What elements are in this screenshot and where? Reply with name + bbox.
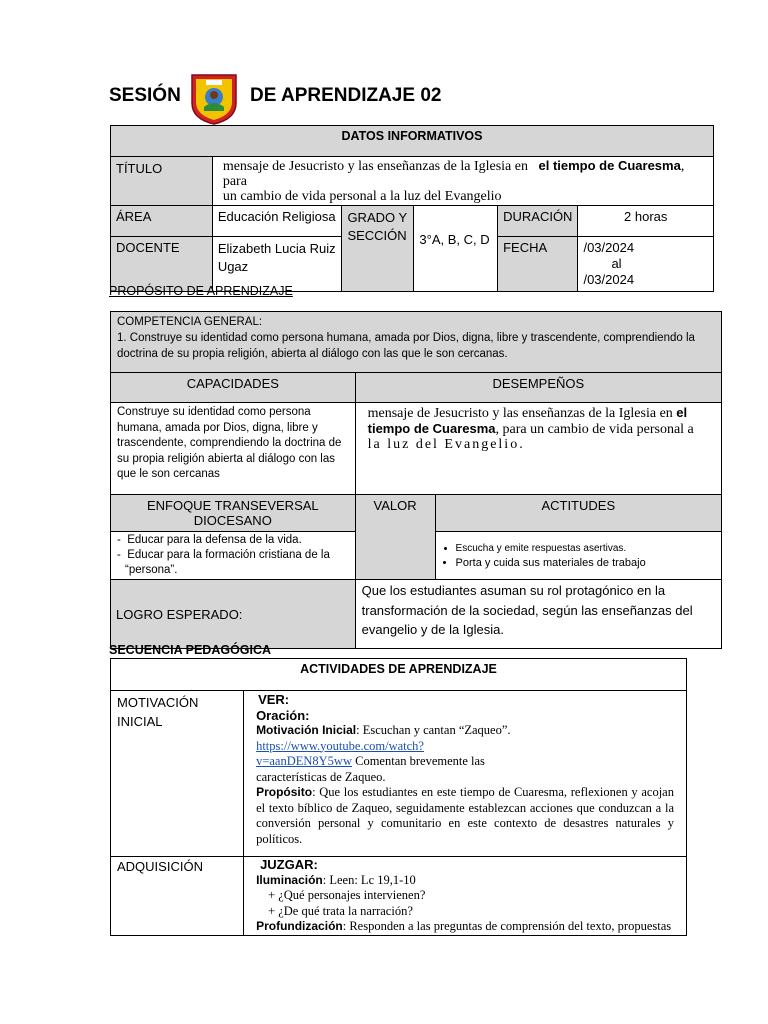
secuencia-table [110, 658, 687, 936]
logro-label: LOGRO ESPERADO: [111, 580, 356, 649]
actividades-header: ACTIVIDADES DE APRENDIZAJE [111, 659, 687, 691]
proposito-heading: PROPÓSITO DE APRENDIZAJE [109, 284, 293, 298]
page-title-right: DE APRENDIZAJE 02 [250, 85, 442, 106]
actitudes-header: ACTITUDES [435, 495, 721, 532]
motivacion-label: MOTIVACIÓN INICIAL [111, 691, 244, 857]
secuencia-heading: SECUENCIA PEDAGÓGICA [109, 643, 272, 657]
enfoque-header: ENFOQUE TRANSEVERSAL DIOCESANO [111, 495, 356, 532]
actitudes-list: • Escucha y emite respuestas asertivas. • Porta y cuida sus materiales de trabajo [435, 532, 721, 580]
grado-label: GRADO Y SECCIÓN [342, 206, 414, 292]
grado-value: 3°A, B, C, D [414, 206, 498, 292]
logro-text: Que los estudiantes asuman su rol protagónico en la transformación de la sociedad, según las enseñanzas del evangelio y de la Iglesia. [355, 580, 721, 649]
area-value: Educación Religiosa [212, 206, 342, 237]
duracion-value: 2 horas [578, 206, 714, 237]
duracion-label: DURACIÓN [498, 206, 578, 237]
capacidades-text: Construye su identidad como persona humana, amada por Dios, digna, libre y trascendente, comprendiendo la doctrina de su propia religión abierta al diálogo con las que le son cercanas [111, 403, 356, 495]
youtube-link[interactable]: https://www.youtube.com/watch? [256, 738, 424, 753]
docente-label: DOCENTE [111, 237, 213, 292]
adquisicion-label: ADQUISICIÓN [111, 857, 244, 936]
fecha-value: /03/2024 al /03/2024 [578, 237, 714, 292]
area-label: ÁREA [111, 206, 213, 237]
adquisicion-content: JUZGAR: Iluminación: Leen: Lc 19,1-10 + ¿Qué personajes intervienen? + ¿De qué trata la narración? Profundización: Responden a las preguntas de comprensión del texto, propuestas [244, 857, 687, 936]
desempenos-header: DESEMPEÑOS [355, 373, 721, 403]
valor-header: VALOR [355, 495, 435, 580]
docente-value: Elizabeth Lucia Ruiz Ugaz [212, 237, 342, 292]
page-title-left: SESIÓN [109, 85, 181, 106]
fecha-label: FECHA [498, 237, 578, 292]
enfoque-list: - Educar para la defensa de la vida. - Educar para la formación cristiana de la “persona”. [111, 532, 356, 580]
competencia-cell: COMPETENCIA GENERAL: 1. Construye su identidad como persona humana, amada por Dios, digna, libre y trascendente, comprendiendo la doctrina de su propia religión, abierta al diálogo con las que le son cercanas. [111, 312, 722, 373]
titulo-value: mensaje de Jesucristo y las enseñanzas de la Iglesia en el tiempo de Cuaresma, para un cambio de vida personal a la luz del Evangelio [212, 157, 713, 206]
datos-heading: DATOS INFORMATIVOS [111, 126, 714, 157]
youtube-link-cont[interactable]: v=aanDEN8Y5ww [256, 754, 352, 768]
desempeno-text: mensaje de Jesucristo y las enseñanzas de la Iglesia en el tiempo de Cuaresma, para un cambio de vida personal a la luz del Evangelio. [355, 403, 721, 495]
titulo-label: TÍTULO [111, 157, 213, 206]
capacidades-header: CAPACIDADES [111, 373, 356, 403]
datos-informativos-table [110, 125, 714, 292]
school-crest-icon [190, 73, 238, 125]
motivacion-content: VER: Oración: Motivación Inicial: Escuchan y cantan “Zaqueo”. https://www.youtube.com/watch? v=aanDEN8Y5ww Comentan brevemente las características de Zaqueo. Propósito: Que los estudiantes en este tiempo de Cuaresma, reflexionen y acojan el texto bíblico de Zaqueo, seguidamente establezcan acciones que conduzcan a la conversión personal y comunitario en este contexto de desastres naturales y políticos. [244, 691, 687, 857]
proposito-table [110, 311, 722, 649]
